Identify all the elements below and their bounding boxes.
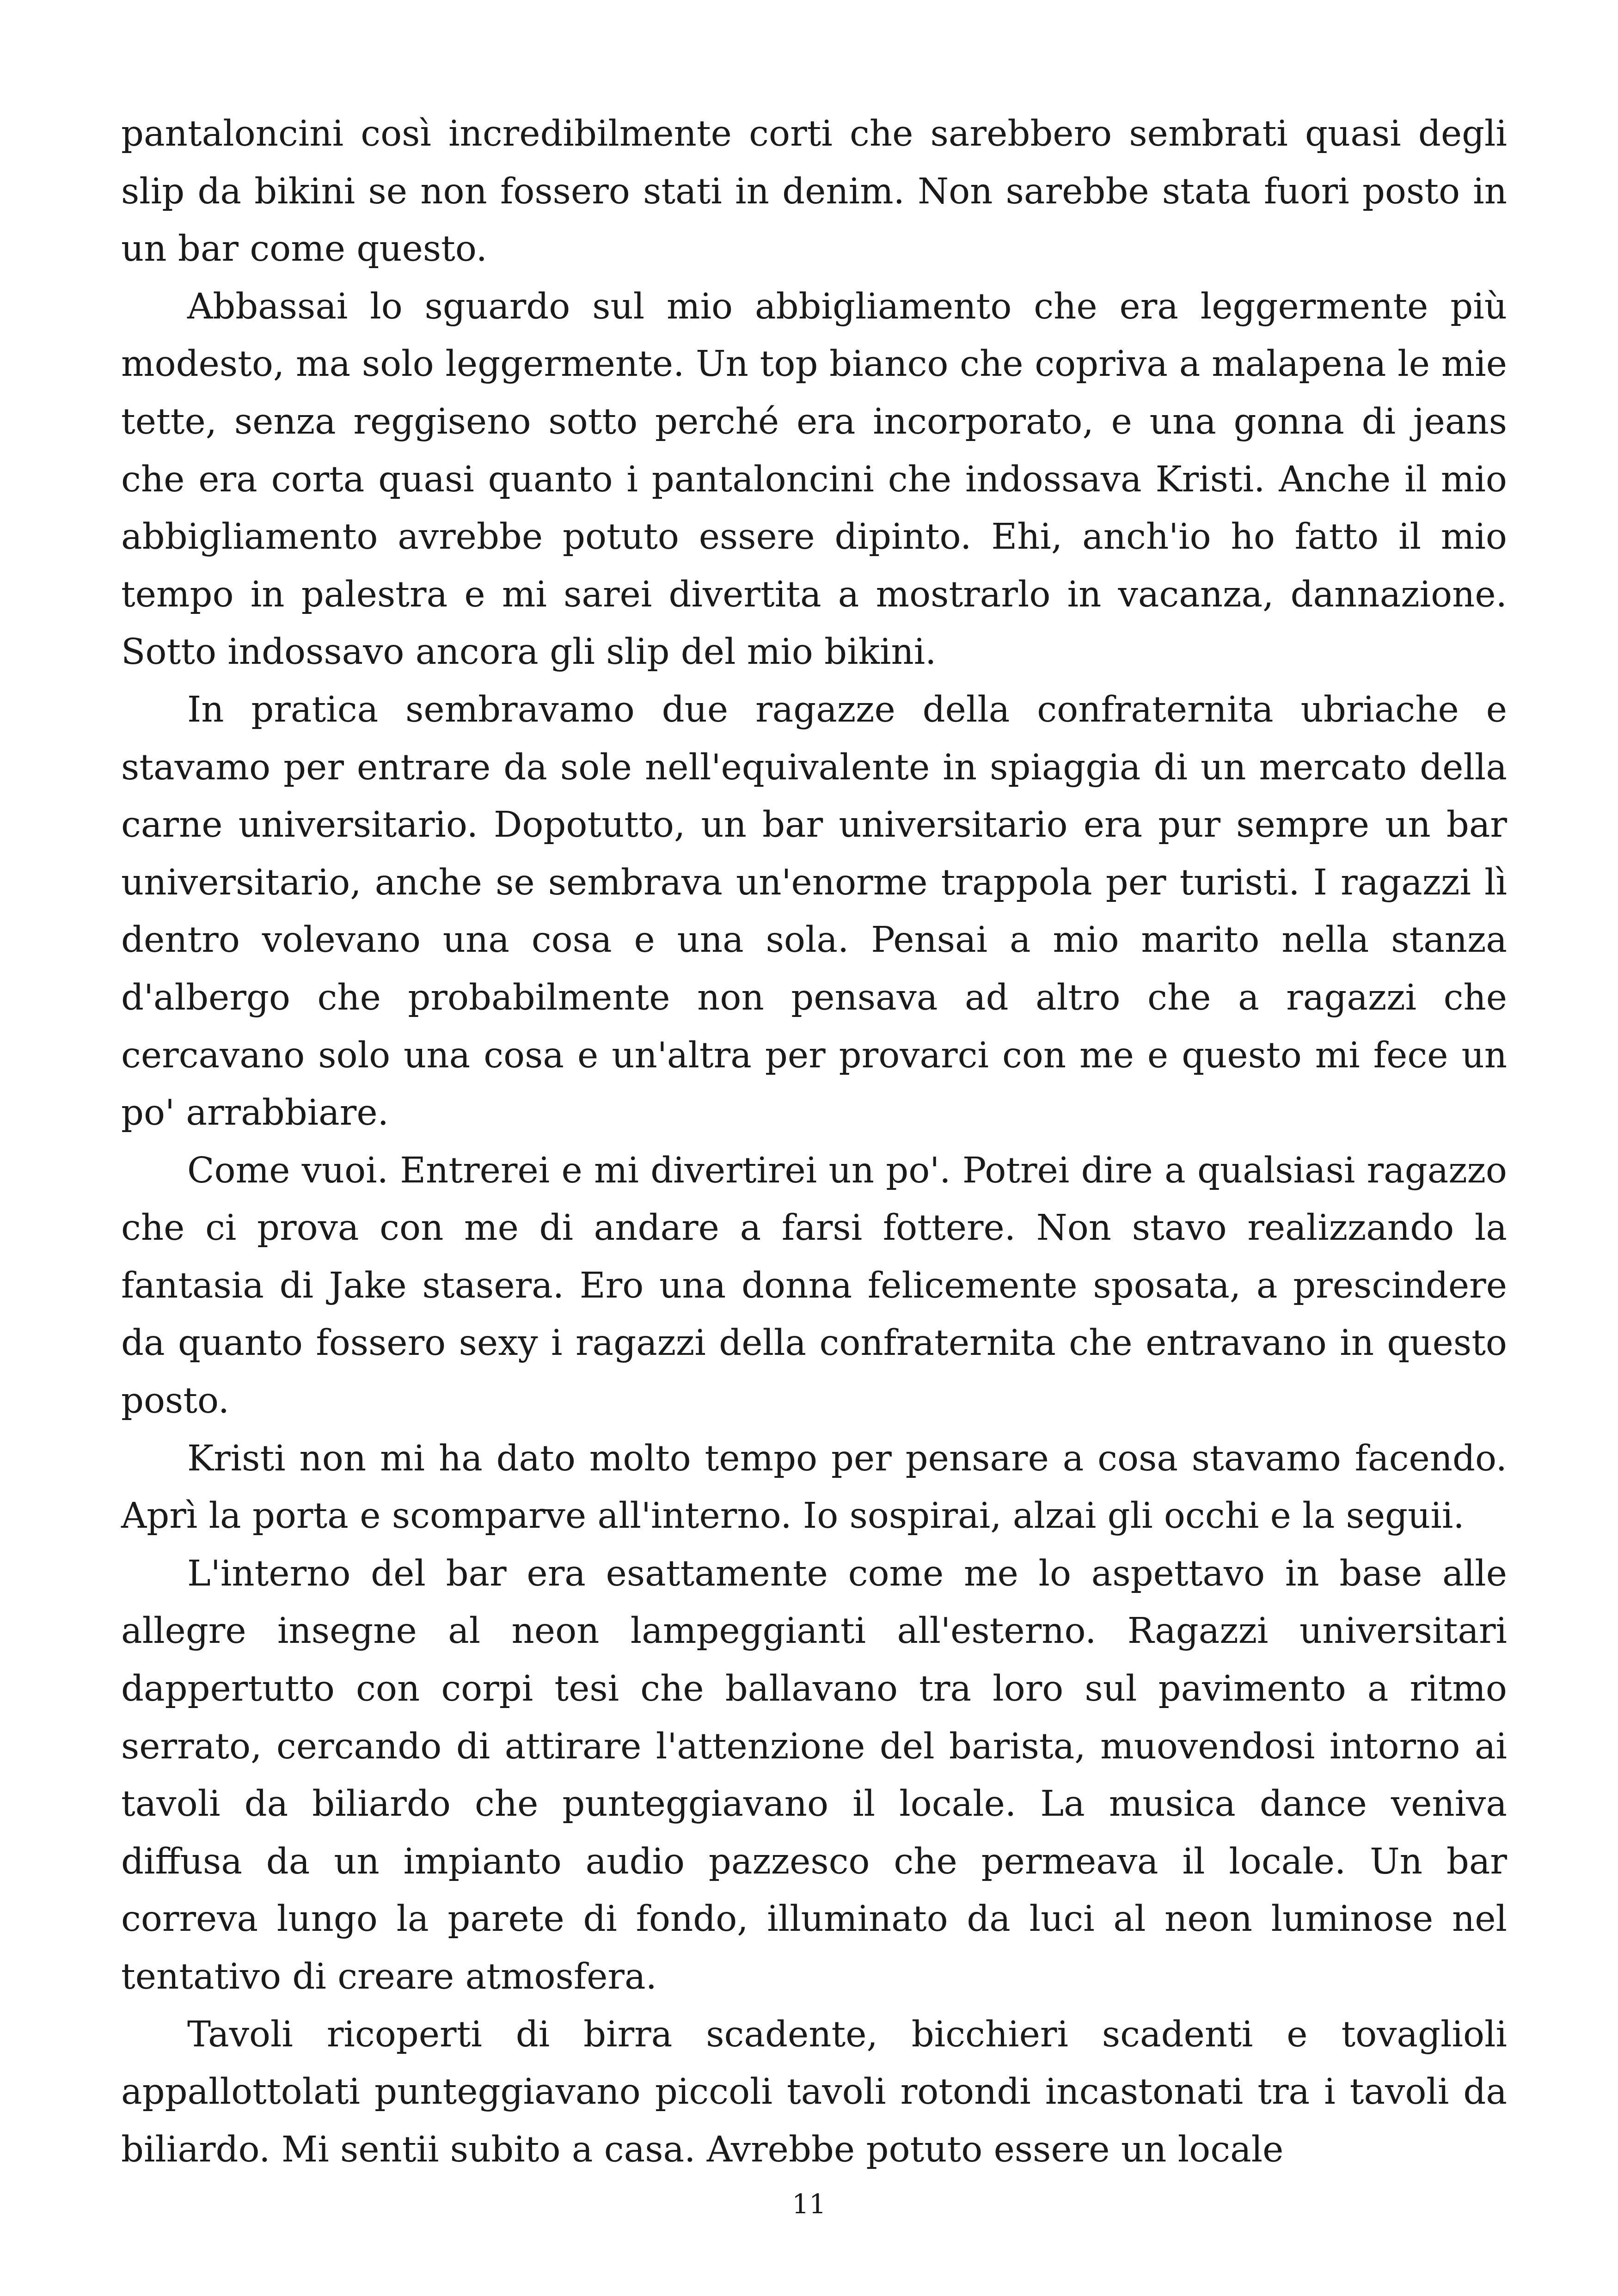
- paragraph: L'interno del bar era esattamente come me lo aspettavo in base alle allegre insegne al neon lampeggianti all'esterno. Ragazzi universitari dappertutto con corpi tesi che ballavano tra loro sul pavimento a ritmo serrato, cercando di attirare l'attenzione del barista, muovendosi intorno ai tavoli da biliardo che punteggiavano il locale. La musica dance veniva diffusa da un impianto audio pazzesco che permeava il locale. Un bar correva lungo la parete di fondo, illuminato da luci al neon luminose nel tentativo di creare atmosfera.: [121, 1553, 1507, 1997]
- paragraph: Tavoli ricoperti di birra scadente, bicchieri scadenti e tovaglioli appallottolati punteggiavano piccoli tavoli rotondi incastonati tra i tavoli da biliardo. Mi sentii subito a casa. Avrebbe potuto essere un locale: [121, 2014, 1507, 2170]
- paragraph: pantaloncini così incredibilmente corti che sarebbero sembrati quasi degli slip da bikini se non fossero stati in denim. Non sarebbe stata fuori posto in un bar come questo.: [121, 113, 1507, 270]
- paragraph: Come vuoi. Entrerei e mi divertirei un po'. Potrei dire a qualsiasi ragazzo che ci prova con me di andare a farsi fottere. Non stavo realizzando la fantasia di Jake stasera. Ero una donna felicemente sposata, a prescindere da quanto fossero sexy i ragazzi della confraternita che entravano in questo posto.: [121, 1150, 1507, 1422]
- paragraph: Kristi non mi ha dato molto tempo per pensare a cosa stavamo facendo. Aprì la porta e scomparve all'interno. Io sospirai, alzai gli occhi e la seguii.: [121, 1438, 1507, 1537]
- paragraph: Abbassai lo sguardo sul mio abbigliamento che era leggermente più modesto, ma solo leggermente. Un top bianco che copriva a malapena le mie tette, senza reggiseno sotto perché era incorporato, e una gonna di jeans che era corta quasi quanto i pantaloncini che indossava Kristi. Anche il mio abbigliamento avrebbe potuto essere dipinto. Ehi, anch'io ho fatto il mio tempo in palestra e mi sarei divertita a mostrarlo in vacanza, dannazione. Sotto indossavo ancora gli slip del mio bikini.: [121, 286, 1507, 673]
- page-number: 11: [792, 2188, 826, 2220]
- paragraph: In pratica sembravamo due ragazze della confraternita ubriache e stavamo per entrare da sole nell'equivalente in spiaggia di un mercato della carne universitario. Dopotutto, un bar universitario era pur sempre un bar universitario, anche se sembrava un'enorme trappola per turisti. I ragazzi lì dentro volevano una cosa e una sola. Pensai a mio marito nella stanza d'albergo che probabilmente non pensava ad altro che a ragazzi che cercavano solo una cosa e un'altra per provarci con me e questo mi fece un po' arrabbiare.: [121, 689, 1507, 1134]
- body-text: [121, 105, 1507, 2179]
